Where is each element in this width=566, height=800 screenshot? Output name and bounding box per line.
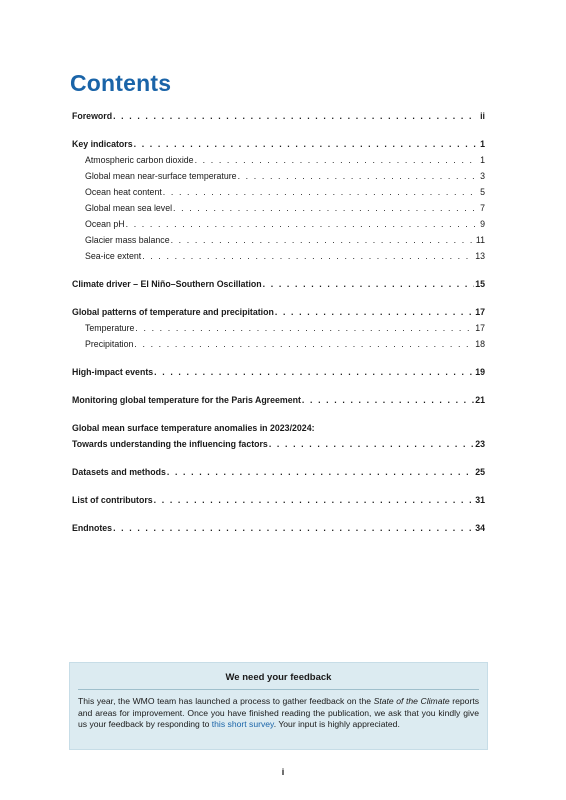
toc-leader-dots — [134, 336, 474, 352]
toc-entry-label: Endnotes — [72, 523, 113, 533]
toc-page-number: 11 — [475, 235, 485, 245]
toc-entry-label: Atmospheric carbon dioxide — [85, 155, 194, 165]
toc-spacer — [72, 292, 485, 304]
toc-page-number: 23 — [475, 439, 485, 449]
toc-page-number: 18 — [475, 339, 485, 349]
toc-spacer — [72, 124, 485, 136]
toc-page-number: 19 — [475, 367, 485, 377]
toc-leader-dots — [142, 248, 474, 264]
page-number: i — [281, 767, 285, 777]
toc-entry[interactable] — [72, 304, 485, 320]
toc-spacer — [72, 264, 485, 276]
toc-entry-label: Temperature — [85, 323, 135, 333]
toc-entry-label: Sea-ice extent — [85, 251, 142, 261]
toc-entry-label: Climate driver – El Niño–Southern Oscillation — [72, 279, 262, 289]
toc-entry-label: Global mean sea level — [85, 203, 173, 213]
toc-subentry[interactable] — [72, 336, 485, 352]
toc-page-number: 25 — [475, 467, 485, 477]
feedback-text-middle: reports and areas for improvement. Once you have finished reading the publication, we ask that you kindly give us your feedback by responding to — [78, 696, 480, 729]
toc-entry[interactable] — [72, 136, 485, 152]
feedback-text-end: . Your input is highly appreciated. — [273, 719, 400, 729]
toc-entry[interactable] — [72, 464, 485, 480]
toc-leader-dots — [302, 392, 474, 408]
toc-leader-dots — [126, 216, 476, 232]
toc-entry[interactable] — [72, 392, 485, 408]
toc-spacer — [72, 508, 485, 520]
toc-entry-label: Key indicators — [72, 139, 133, 149]
toc-entry[interactable] — [72, 492, 485, 508]
toc-subentry[interactable] — [72, 168, 485, 184]
toc-entry-label: Precipitation — [85, 339, 134, 349]
toc-spacer — [72, 452, 485, 464]
toc-leader-dots — [154, 492, 475, 508]
toc-page-number: 9 — [480, 219, 485, 229]
toc-page-number: ii — [480, 111, 485, 121]
toc-page-number: 34 — [475, 523, 485, 533]
toc-leader-dots — [238, 168, 476, 184]
toc-spacer — [72, 352, 485, 364]
toc-entry[interactable] — [72, 108, 485, 124]
feedback-text-start: This year, the WMO team has launched a process to gather feedback on the — [78, 696, 374, 706]
toc-leader-dots — [171, 232, 475, 248]
toc-page-number: 17 — [475, 323, 485, 333]
toc-entry[interactable] — [72, 520, 485, 536]
toc-entry-label: List of contributors — [72, 495, 153, 505]
toc-entry-label: Towards understanding the influencing factors — [72, 439, 268, 449]
toc-page-number: 15 — [475, 279, 485, 289]
page-title: Contents — [70, 70, 172, 96]
toc-entry-label: Global mean near-surface temperature — [85, 171, 237, 181]
toc-spacer — [72, 480, 485, 492]
toc-subentry[interactable] — [72, 320, 485, 336]
toc-entry-label: Foreword — [72, 111, 113, 121]
toc-subentry[interactable] — [72, 232, 485, 248]
toc-entry-heading-line: Global mean surface temperature anomalies in 2023/2024: — [72, 423, 315, 433]
toc-entry-label: Monitoring global temperature for the Paris Agreement — [72, 395, 301, 405]
toc-leader-dots — [154, 364, 474, 380]
toc-leader-dots — [163, 184, 476, 200]
feedback-report-title: State of the Climate — [373, 696, 450, 706]
toc-page-number: 21 — [475, 395, 485, 405]
toc-leader-dots — [135, 320, 474, 336]
toc-entry[interactable] — [72, 436, 485, 452]
toc-page-number: 3 — [480, 171, 485, 181]
toc-entry[interactable] — [72, 276, 485, 292]
toc-leader-dots — [269, 436, 474, 452]
toc-entry-label: Global patterns of temperature and precipitation — [72, 307, 274, 317]
toc-leader-dots — [263, 276, 475, 292]
toc-subentry[interactable] — [72, 248, 485, 264]
toc-leader-dots — [195, 152, 476, 168]
toc-entry-label: High-impact events — [72, 367, 154, 377]
feedback-heading: We need your feedback — [78, 672, 479, 690]
toc-entry-label: Ocean pH — [85, 219, 125, 229]
table-of-contents — [72, 108, 485, 536]
toc-page-number: 1 — [480, 139, 485, 149]
toc-entry-label: Ocean heat content — [85, 187, 162, 197]
toc-spacer — [72, 380, 485, 392]
toc-leader-dots — [167, 464, 474, 480]
toc-page-number: 13 — [475, 251, 485, 261]
toc-subentry[interactable] — [72, 184, 485, 200]
toc-entry[interactable] — [72, 364, 485, 380]
toc-spacer — [72, 408, 485, 420]
toc-leader-dots — [275, 304, 474, 320]
toc-subentry[interactable] — [72, 216, 485, 232]
toc-subentry[interactable] — [72, 200, 485, 216]
feedback-text — [78, 696, 479, 731]
toc-entry-label: Datasets and methods — [72, 467, 166, 477]
toc-page-number: 1 — [480, 155, 485, 165]
toc-leader-dots — [173, 200, 476, 216]
survey-link[interactable]: this short survey — [211, 719, 274, 729]
toc-subentry[interactable] — [72, 152, 485, 168]
toc-page-number: 7 — [480, 203, 485, 213]
toc-page-number: 31 — [475, 495, 485, 505]
toc-page-number: 17 — [475, 307, 485, 317]
toc-leader-dots — [113, 108, 476, 124]
toc-page-number: 5 — [480, 187, 485, 197]
toc-leader-dots — [134, 136, 476, 152]
feedback-box — [69, 662, 488, 750]
toc-entry-label: Glacier mass balance — [85, 235, 170, 245]
toc-leader-dots — [113, 520, 474, 536]
